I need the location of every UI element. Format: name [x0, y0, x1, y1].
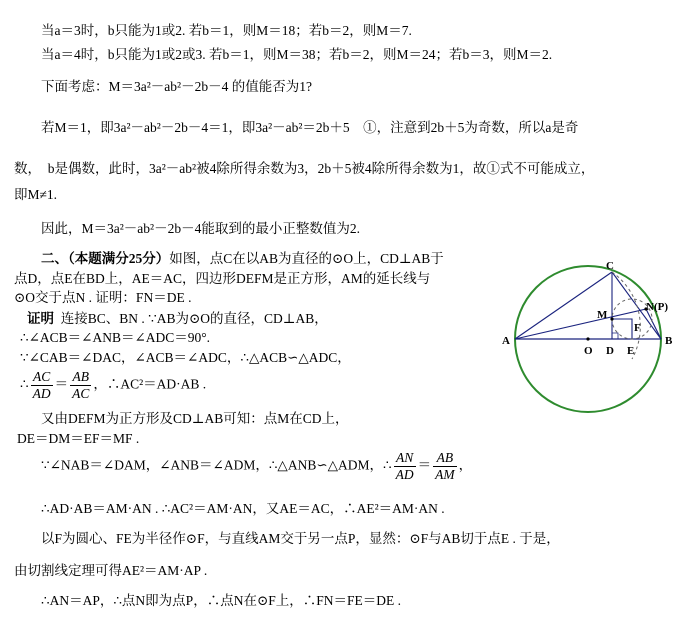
- segment-ac: [515, 272, 612, 339]
- proof-line-10: 由切割线定理可得AE²＝AM·AP .: [14, 563, 208, 578]
- therefore-symbol: ∴: [20, 376, 29, 392]
- label-c: C: [606, 262, 614, 272]
- problem-text-1: 如图，点C在以AB为直径的⊙O上，CD⊥AB于: [169, 251, 444, 266]
- right-angle-mark: [612, 333, 618, 339]
- text-line-7: 因此，M＝3a²－ab²－2b－4能取到的最小正整数值为2.: [41, 221, 360, 236]
- comma: ，: [458, 457, 473, 473]
- text-line-4: 若M＝1，即3a²－ab²－2b－4＝1，即3a²－ab²＝2b＋5 ①，注意到2b＋5为奇数，所以a是奇: [41, 120, 579, 135]
- segment-an: [515, 309, 646, 339]
- therefore-symbol-2: ∴: [383, 457, 392, 473]
- label-o: O: [584, 345, 593, 357]
- text-line-2: 当a＝4时，b只能为1或2或3. 若b＝1，则M＝38；若b＝2，则M＝24；若b＝3，则M＝2.: [41, 47, 553, 62]
- proof-line-1: [27, 310, 328, 328]
- proof-line-3: ∵∠CAB＝∠DAC，∠ACB＝∠ADC，∴△ACB∽△ADC，: [20, 350, 351, 365]
- problem-statement-line-3: ⊙O交于点N . 证明：FN＝DE .: [14, 290, 192, 305]
- label-e: E: [627, 345, 635, 357]
- proof-line-9: 以F为圆心、FE为半径作⊙F，与直线AM交于另一点P，显然：⊙F与AB切于点E . 于是，: [41, 531, 560, 546]
- label-b: B: [665, 335, 673, 347]
- problem-statement-line-2: 点D，点E在BD上，AE＝AC，四边形DEFM是正方形，AM的延长线与: [14, 271, 431, 286]
- problem-heading: 二、（本题满分25分）: [41, 251, 170, 266]
- proof-line-7: ∵∠NAB＝∠DAM，∠ANB＝∠ADM，∴△ANB∽△ADM，∴ $\frac{AN}{AD}$ ＝ $\frac{AB}{AM}$ ，: [41, 450, 473, 482]
- proof-line-4: ∴ $\frac{AC}{AD}$ ＝ $\frac{AB}{AC}$ ，∴AC²＝AD·AB .: [20, 369, 207, 401]
- square-demf: [612, 319, 632, 339]
- proof-text-7: ∵∠NAB＝∠DAM，∠ANB＝∠ADM，∴△ANB∽△ADM，: [41, 457, 384, 473]
- text-line-6: 即M≠1.: [14, 187, 58, 202]
- label-a: A: [502, 335, 510, 347]
- point-m: [610, 317, 613, 320]
- label-d: D: [606, 345, 614, 357]
- fraction-ac-over-ad: $\frac{AC}{AD}$: [32, 369, 51, 401]
- fraction-ab-over-ac: $\frac{AB}{AC}$: [72, 369, 90, 401]
- proof-line-5: 又由DEFM为正方形及CD⊥AB可知：点M在CD上，: [41, 411, 349, 426]
- text-line-5: 数， b是偶数，此时，3a²－ab²被4除所得余数为3，2b＋5被4除所得余数为1，故①式不可能成立，: [14, 161, 595, 176]
- label-n-p: N(P): [646, 301, 668, 313]
- point-o: [586, 337, 589, 340]
- proof-line-2: ∴∠ACB＝∠ANB＝∠ADC＝90°.: [20, 330, 211, 345]
- proof-line-8: ∴AD·AB＝AM·AN . ∴AC²＝AM·AN，又AE＝AC，∴AE²＝AM·AN .: [41, 501, 445, 516]
- text-line-3: 下面考虑：M＝3a²－ab²－2b－4 的值能否为1?: [41, 79, 312, 94]
- proof-label: 证明: [27, 311, 54, 326]
- fraction-ab-over-am: $\frac{AB}{AM}$: [435, 450, 455, 482]
- fraction-an-over-ad: $\frac{AN}{AD}$: [395, 450, 414, 482]
- proof-text-4: ，∴AC²＝AD·AB .: [93, 376, 207, 392]
- proof-line-6: DE＝DM＝EF＝MF .: [17, 431, 140, 446]
- label-f: F: [634, 322, 641, 334]
- text-line-1: 当a＝3时，b只能为1或2. 若b＝1，则M＝18；若b＝2，则M＝7.: [41, 23, 412, 38]
- proof-text-1: 连接BC、BN . ∵AB为⊙O的直径，CD⊥AB，: [60, 311, 328, 326]
- problem-statement-line-1: [41, 250, 444, 268]
- label-m: M: [597, 309, 608, 321]
- geometry-figure: [500, 262, 687, 422]
- proof-line-11: ∴AN＝AP，∴点N即为点P，∴点N在⊙F上，∴FN＝FE＝DE .: [41, 593, 402, 608]
